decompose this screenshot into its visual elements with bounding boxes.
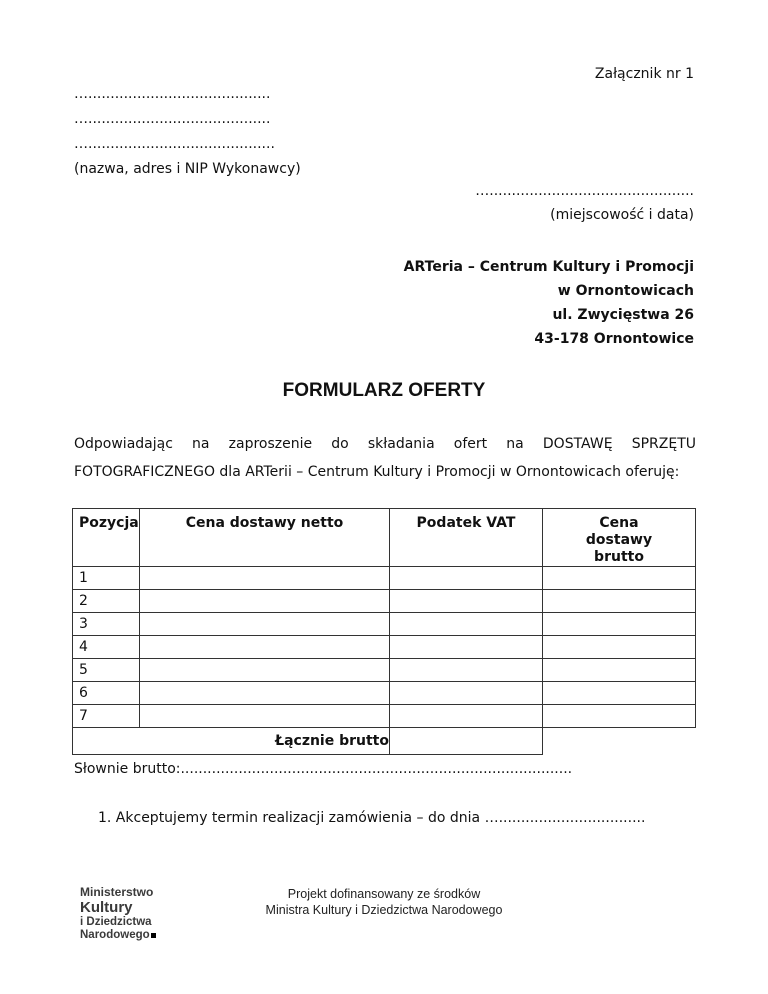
gross-price-cell[interactable] bbox=[543, 567, 696, 590]
recipient-postcode: 43-178 Ornontowice bbox=[534, 331, 694, 347]
recipient-name: ARTeria – Centrum Kultury i Promocji bbox=[403, 259, 694, 275]
ministry-logo bbox=[80, 886, 172, 978]
gross-price-cell[interactable] bbox=[543, 705, 696, 728]
net-price-cell[interactable] bbox=[140, 659, 390, 682]
gross-price-cell[interactable] bbox=[543, 682, 696, 705]
contractor-line-2: …......................................... bbox=[74, 111, 271, 127]
footer-line-1: Projekt dofinansowany ze środków bbox=[287, 887, 481, 901]
column-header-gross-price bbox=[543, 509, 696, 567]
row-number: 2 bbox=[73, 590, 140, 613]
total-label: Łącznie brutto bbox=[73, 728, 390, 755]
row-number: 1 bbox=[73, 567, 140, 590]
vat-cell[interactable] bbox=[390, 567, 543, 590]
footer-line-2: Ministra Kultury i Dziedzictwa Narodowego bbox=[265, 903, 503, 917]
table-row bbox=[73, 567, 696, 590]
place-date-caption: (miejscowość i data) bbox=[550, 207, 694, 223]
vat-cell[interactable] bbox=[390, 682, 543, 705]
net-price-cell[interactable] bbox=[140, 590, 390, 613]
net-price-cell[interactable] bbox=[140, 682, 390, 705]
vat-cell[interactable] bbox=[390, 705, 543, 728]
page-title: FORMULARZ OFERTY bbox=[282, 380, 486, 401]
table-header-row bbox=[73, 509, 696, 567]
row-number: 4 bbox=[73, 636, 140, 659]
logo-line-1: Ministerstwo bbox=[80, 885, 154, 899]
contractor-line-3: ….......................................... bbox=[74, 136, 275, 152]
gross-price-cell[interactable] bbox=[543, 613, 696, 636]
row-number: 6 bbox=[73, 682, 140, 705]
attachment-label: Załącznik nr 1 bbox=[594, 66, 694, 82]
table-row bbox=[73, 682, 696, 705]
intro-line-2: FOTOGRAFICZNEGO dla ARTerii – Centrum Kultury i Promocji w Ornontowicach oferuję: bbox=[74, 464, 680, 480]
intro-paragraph bbox=[74, 430, 696, 486]
gross-price-cell[interactable] bbox=[543, 590, 696, 613]
total-row bbox=[73, 728, 696, 755]
table-row bbox=[73, 659, 696, 682]
table-row bbox=[73, 636, 696, 659]
vat-cell[interactable] bbox=[390, 590, 543, 613]
offer-table bbox=[72, 508, 696, 755]
logo-line-3: i Dziedzictwa bbox=[80, 916, 152, 928]
intro-line-1: Odpowiadając na zaproszenie do składania ofert na DOSTAWĘ SPRZĘTU bbox=[74, 436, 696, 452]
table-row bbox=[73, 613, 696, 636]
net-price-cell[interactable] bbox=[140, 705, 390, 728]
vat-cell[interactable] bbox=[390, 613, 543, 636]
table-row bbox=[73, 705, 696, 728]
footer-text bbox=[252, 886, 516, 918]
row-number: 5 bbox=[73, 659, 140, 682]
column-header-gross-price-label: Cena dostawy brutto bbox=[585, 515, 653, 565]
amount-in-words-line: Słownie brutto:........................................................................................ bbox=[74, 761, 573, 777]
total-vat-cell[interactable] bbox=[390, 728, 543, 755]
net-price-cell[interactable] bbox=[140, 567, 390, 590]
recipient-city: w Ornontowicach bbox=[557, 283, 694, 299]
gross-price-cell[interactable] bbox=[543, 659, 696, 682]
column-header-net-price: Cena dostawy netto bbox=[140, 509, 390, 567]
recipient-street: ul. Zwycięstwa 26 bbox=[552, 307, 694, 323]
row-number: 7 bbox=[73, 705, 140, 728]
logo-line-4-text: Narodowego bbox=[80, 929, 150, 941]
vat-cell[interactable] bbox=[390, 659, 543, 682]
logo-dot-icon bbox=[151, 933, 156, 938]
net-price-cell[interactable] bbox=[140, 636, 390, 659]
total-empty-cell bbox=[543, 728, 696, 755]
column-header-position: Pozycja bbox=[73, 509, 140, 567]
contractor-caption: (nazwa, adres i NIP Wykonawcy) bbox=[74, 161, 301, 177]
place-date-line: ….............................................. bbox=[475, 183, 694, 199]
delivery-deadline-item: 1. Akceptujemy termin realizacji zamówienia – do dnia …................................. bbox=[98, 810, 646, 826]
net-price-cell[interactable] bbox=[140, 613, 390, 636]
logo-line-4 bbox=[80, 929, 172, 942]
column-header-vat: Podatek VAT bbox=[390, 509, 543, 567]
row-number: 3 bbox=[73, 613, 140, 636]
contractor-line-1: …......................................... bbox=[74, 86, 271, 102]
logo-line-2: Kultury bbox=[80, 899, 133, 916]
table-row bbox=[73, 590, 696, 613]
vat-cell[interactable] bbox=[390, 636, 543, 659]
gross-price-cell[interactable] bbox=[543, 636, 696, 659]
